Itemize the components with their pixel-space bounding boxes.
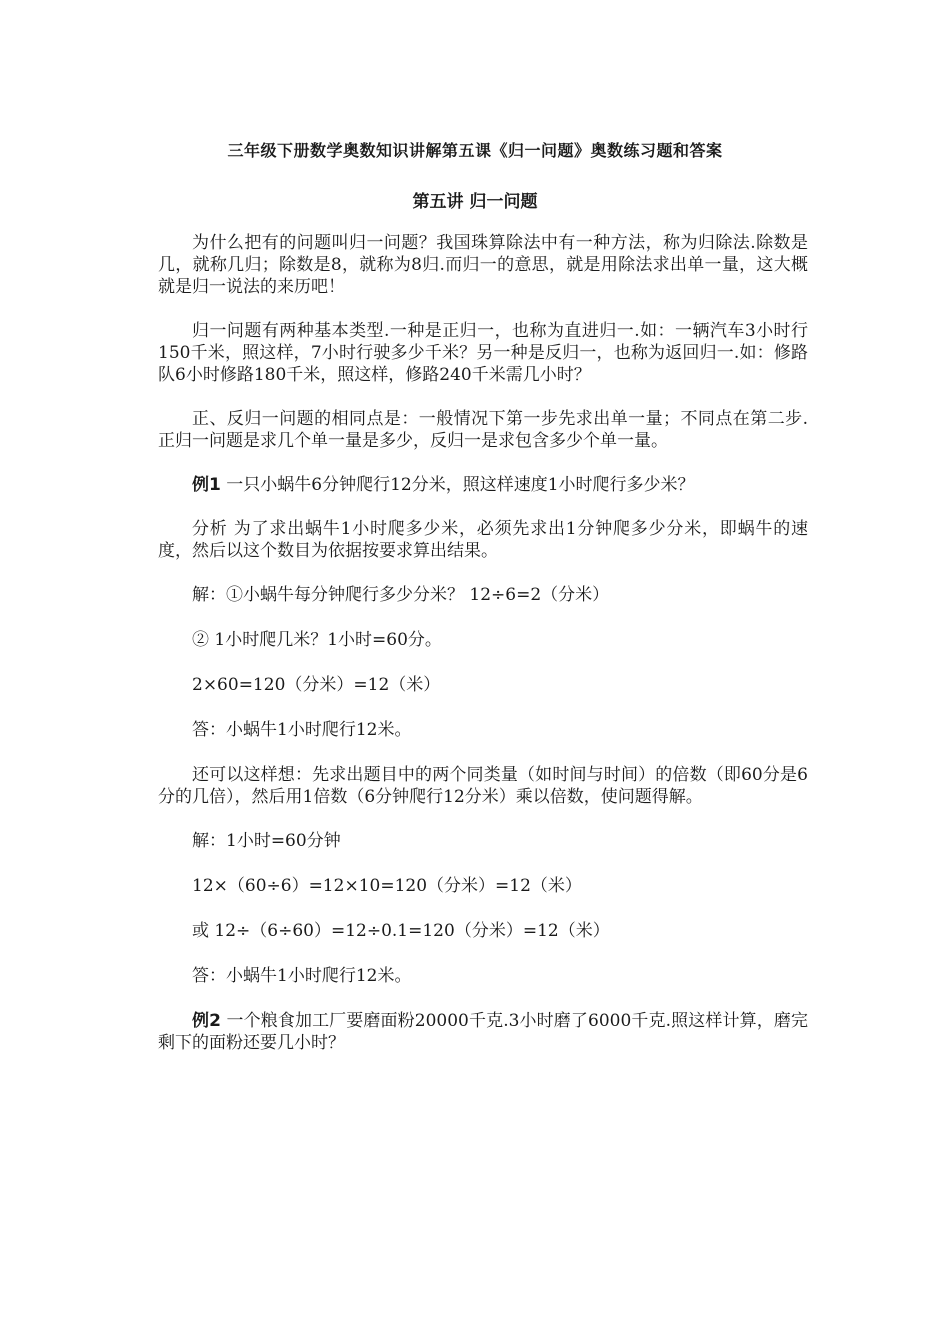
intro-paragraph-1: 为什么把有的问题叫归一问题？我国珠算除法中有一种方法，称为归除法.除数是几，就称几归；除数是8，就称为8归.而归一的意思，就是用除法求出单一量，这大概就是归一说法的来历吧！ xyxy=(158,233,808,297)
example-1-question xyxy=(158,474,808,496)
alt-solution-answer: 答：小蜗牛1小时爬行12米。 xyxy=(192,966,412,986)
alt-solution-line-1: 解：1小时=60分钟 xyxy=(192,831,341,851)
intro-paragraph-3: 正、反归一问题的相同点是：一般情况下第一步先求出单一量；不同点在第二步.正归一问题是求几个单一量是多少，反归一是求包含多少个单一量。 xyxy=(158,409,808,451)
lecture-title: 第五讲 归一问题 xyxy=(412,192,538,212)
alt-solution-line-3: 或 12÷（6÷60）=12÷0.1=120（分米）=12（米） xyxy=(192,921,610,941)
example-2-question xyxy=(158,1010,808,1054)
solution-line-2: ② 1小时爬几米？1小时=60分。 xyxy=(192,630,442,650)
intro-paragraph-2: 归一问题有两种基本类型.一种是正归一，也称为直进归一.如：一辆汽车3小时行150千米，照这样，7小时行驶多少千米？另一种是反归一，也称为返回归一.如：修路队6小时修路180千米，照这样，修路240千米需几小时？ xyxy=(158,321,808,385)
example-1-analysis: 分析 为了求出蜗牛1小时爬多少米，必须先求出1分钟爬多少分米，即蜗牛的速度，然后以这个数目为依据按要求算出结果。 xyxy=(158,519,808,561)
example-1-label: 例1 xyxy=(192,475,221,495)
solution-line-3: 2×60=120（分米）=12（米） xyxy=(192,675,441,695)
example-2-label: 例2 xyxy=(192,1011,221,1031)
solution-line-1: 解：①小蜗牛每分钟爬行多少分米？ 12÷6=2（分米） xyxy=(192,585,610,605)
document-body xyxy=(158,232,808,1076)
document-title: 三年级下册数学奥数知识讲解第五课《归一问题》奥数练习题和答案 xyxy=(227,141,723,160)
example-2-text: 一个粮食加工厂要磨面粉20000千克.3小时磨了6000千克.照这样计算，磨完剩下的面粉还要几小时？ xyxy=(158,1011,808,1053)
alt-solution-line-2: 12×（60÷6）=12×10=120（分米）=12（米） xyxy=(192,876,582,896)
alternative-method-paragraph: 还可以这样想：先求出题目中的两个同类量（如时间与时间）的倍数（即60分是6分的几倍），然后用1倍数（6分钟爬行12分米）乘以倍数，使问题得解。 xyxy=(158,765,808,807)
solution-answer-1: 答：小蜗牛1小时爬行12米。 xyxy=(192,720,412,740)
example-1-text: 一只小蜗牛6分钟爬行12分米，照这样速度1小时爬行多少米？ xyxy=(220,475,695,495)
